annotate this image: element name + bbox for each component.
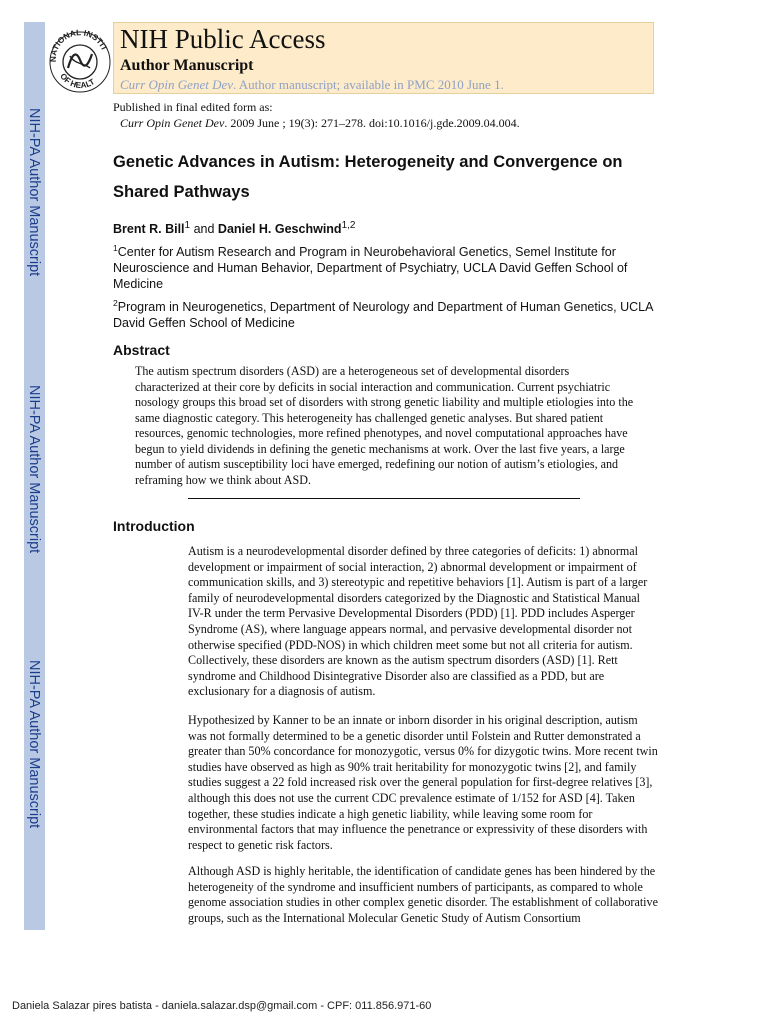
- introduction-heading: Introduction: [113, 518, 195, 534]
- svg-text:NATIONAL INSTITUTES: NATIONAL INSTIT: [48, 28, 110, 63]
- header-subtitle: Author Manuscript: [120, 57, 254, 74]
- author-2: Daniel H. Geschwind: [217, 222, 342, 237]
- author-line: Brent R. Bill$^1$ and Daniel H. Geschwind$^{1,2}$: [113, 220, 356, 237]
- citation-journal: Curr Opin Genet Dev: [120, 116, 225, 130]
- abstract-heading: Abstract: [113, 342, 170, 358]
- citation-line: Curr Opin Genet Dev. 2009 June ; 19(3): 271–278. doi:10.1016/j.gde.2009.04.004.: [120, 116, 520, 130]
- published-label: Published in final edited form as:: [113, 100, 273, 114]
- svg-text:OF HEALTH: OF HEALT: [58, 71, 97, 91]
- header-journal-name: Curr Opin Genet Dev: [120, 77, 234, 92]
- nih-seal-logo: [46, 20, 114, 98]
- affiliation-2: $^2$Program in Neurogenetics, Department of Neurology and Department of Human Genetics, UCLA David Geffen School of Medicine: [113, 298, 653, 331]
- article-title: Genetic Advances in Autism: Heterogeneity and Convergence on Shared Pathways: [113, 153, 623, 201]
- author-1: Brent R. Bill: [113, 222, 185, 237]
- published-citation: [113, 99, 520, 131]
- affiliation-1: $^1$Center for Autism Research and Program in Neurobehavioral Genetics, Semel Institute for Neuroscience and Human Behavior, Department of Psychiatry, UCLA David Geffen School of Medicine: [113, 243, 628, 292]
- header-title: NIH Public Access: [120, 24, 326, 54]
- section-divider: [188, 498, 580, 499]
- intro-paragraph-3: Although ASD is highly heritable, the identification of candidate genes has been hindered by the heterogeneity of the syndrome and insufficient numbers of participants, as compared to whole genome association studies in other complex genetic disorder. The establishment of collaborative groups, such as the International Molecular Genetic Study of Autism Consortium: [188, 864, 658, 925]
- intro-paragraph-1: Autism is a neurodevelopmental disorder defined by three categories of deficits: 1) abnormal development or impairment of social interaction, 2) abnormal development or impairment of communication skills, and 3) stereotypic and repetitive behaviors [1]. Autism is part of a larger family of neurodevelopmental disorders categorized by the Diagnostic and Statistical Manual IV-R under the term Pervasive Developmental Disorders (PDD) [1]. PDD includes Asperger Syndrome (AS), where language appears normal, and pervasive developmental disorder not otherwise specified (PDD-NOS) in which children meet some but not all criteria for autism. Collectively, these disorders are known as the autism spectrum disorders (ASD) [1]. Rett syndrome and Childhood Disintegrative Disorder also are classified as a PDD, but are exclusionary for a diagnosis of autism.: [188, 544, 648, 699]
- footer-watermark: Daniela Salazar pires batista - daniela.salazar.dsp@gmail.com - CPF: 011.856.971-60: [12, 1000, 432, 1012]
- intro-paragraph-2: Hypothesized by Kanner to be an innate or inborn disorder in his original description, autism was not formally determined to be a genetic disorder until Folstein and Rutter demonstrated a greater than 50% concordance for monozygotic, versus 0% for dizygotic twins. More recent twin studies have observed as high as 90% trait heritability for monozygotic twins [2], and family studies suggest a 22 fold increased risk over the general population for first-degree relatives [3], although this does not use the current CDC prevalence estimate of 1/152 for ASD [4]. Taken together, these studies indicate a high genetic liability, while leaving some room for environmental factors that may influence the penetrance or expressivity of these disorders with respect to genetic risk factors.: [188, 713, 658, 852]
- header-availability: Curr Opin Genet Dev. Author manuscript; available in PMC 2010 June 1.: [120, 77, 504, 92]
- abstract-text: The autism spectrum disorders (ASD) are a heterogeneous set of developmental disorders characterized at their core by deficits in social interaction and communication. Current psychiatric nosology groups this broad set of disorders with strong genetic liability and multiple etiologies into the same diagnostic category. This heterogeneity has challenged genetic analyses. But shared patient resources, genomic technologies, more refined phenotypes, and novel computational approaches have begun to yield dividends in defining the genetic mechanisms at work. Over the last five years, a large number of autism susceptibility loci have emerged, redefining our notion of autism’s etiologies, and reframing how we think about ASD.: [135, 364, 634, 487]
- nih-public-access-header: [113, 22, 654, 94]
